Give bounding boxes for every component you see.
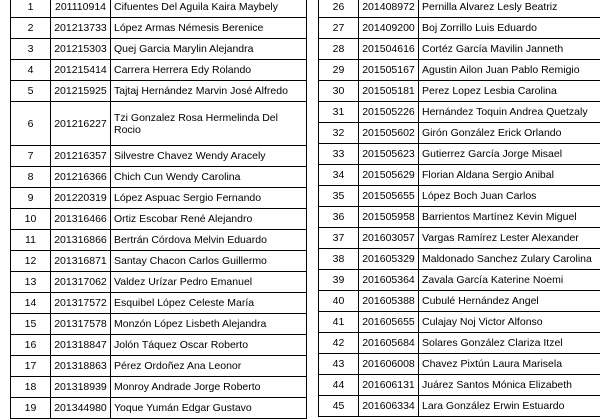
student-name-cell: López Aspuac Sergio Fernando bbox=[111, 188, 307, 209]
student-id-cell: 201216366 bbox=[51, 167, 111, 188]
row-number-cell: 36 bbox=[319, 207, 359, 228]
table-row bbox=[11, 335, 307, 356]
table-row bbox=[11, 398, 307, 419]
row-number-cell: 16 bbox=[11, 335, 51, 356]
table-row bbox=[319, 144, 600, 165]
student-id-cell: 201110914 bbox=[51, 0, 111, 18]
student-name-cell: Monroy Andrade Jorge Roberto bbox=[111, 377, 307, 398]
student-id-cell: 201317578 bbox=[51, 314, 111, 335]
student-table-left bbox=[10, 0, 307, 419]
student-name-cell: Vargas Ramírez Lester Alexander bbox=[419, 228, 600, 249]
row-number-cell: 26 bbox=[319, 0, 359, 18]
student-id-cell: 201216357 bbox=[51, 146, 111, 167]
table-row bbox=[319, 291, 600, 312]
student-id-cell: 201318939 bbox=[51, 377, 111, 398]
student-id-cell: 201505226 bbox=[359, 102, 419, 123]
student-id-cell: 201603057 bbox=[359, 228, 419, 249]
row-number-cell: 34 bbox=[319, 165, 359, 186]
table-row bbox=[319, 354, 600, 375]
row-number-cell: 4 bbox=[11, 60, 51, 81]
table-row bbox=[11, 251, 307, 272]
row-number-cell: 42 bbox=[319, 333, 359, 354]
table-row bbox=[319, 123, 600, 144]
student-id-cell: 201505629 bbox=[359, 165, 419, 186]
table-row bbox=[11, 293, 307, 314]
student-id-cell: 201220319 bbox=[51, 188, 111, 209]
table-row bbox=[319, 81, 600, 102]
table-row bbox=[11, 18, 307, 39]
student-name-cell: Juárez Santos Mónica Elizabeth bbox=[419, 375, 600, 396]
row-number-cell: 41 bbox=[319, 312, 359, 333]
student-name-cell: Florian Aldana Sergio Anibal bbox=[419, 165, 600, 186]
student-name-cell: Valdez Urízar Pedro Emanuel bbox=[111, 272, 307, 293]
row-number-cell: 40 bbox=[319, 291, 359, 312]
table-row bbox=[11, 60, 307, 81]
student-table-right bbox=[318, 0, 600, 417]
table-row bbox=[11, 146, 307, 167]
student-name-cell: Carrera Herrera Edy Rolando bbox=[111, 60, 307, 81]
row-number-cell: 18 bbox=[11, 377, 51, 398]
table-row bbox=[11, 102, 307, 146]
student-id-cell: 201606131 bbox=[359, 375, 419, 396]
table-row bbox=[319, 270, 600, 291]
table-row bbox=[11, 356, 307, 377]
student-id-cell: 201605684 bbox=[359, 333, 419, 354]
table-row bbox=[11, 167, 307, 188]
student-id-cell: 201317572 bbox=[51, 293, 111, 314]
row-number-cell: 12 bbox=[11, 251, 51, 272]
student-name-cell: Agustin Ailon Juan Pablo Remigio bbox=[419, 60, 600, 81]
student-id-cell: 201606008 bbox=[359, 354, 419, 375]
table-row bbox=[319, 102, 600, 123]
row-number-cell: 11 bbox=[11, 230, 51, 251]
row-number-cell: 15 bbox=[11, 314, 51, 335]
row-number-cell: 44 bbox=[319, 375, 359, 396]
student-id-cell: 201505602 bbox=[359, 123, 419, 144]
table-row bbox=[11, 188, 307, 209]
student-id-cell: 201409200 bbox=[359, 18, 419, 39]
student-name-cell: Cubulé Hernández Angel bbox=[419, 291, 600, 312]
student-name-cell: Cifuentes Del Aguila Kaira Maybely bbox=[111, 0, 307, 18]
student-table-left-body bbox=[11, 0, 307, 419]
student-name-cell: Tajtaj Hernández Marvin José Alfredo bbox=[111, 81, 307, 102]
table-row bbox=[319, 333, 600, 354]
student-name-cell: Quej Garcia Marylin Alejandra bbox=[111, 39, 307, 60]
student-id-cell: 201505181 bbox=[359, 81, 419, 102]
student-id-cell: 201605655 bbox=[359, 312, 419, 333]
student-name-cell: Jolón Táquez Oscar Roberto bbox=[111, 335, 307, 356]
student-name-cell: Ortiz Escobar René Alejandro bbox=[111, 209, 307, 230]
table-row bbox=[11, 314, 307, 335]
student-id-cell: 201605329 bbox=[359, 249, 419, 270]
student-name-cell: Perez Lopez Lesbia Carolina bbox=[419, 81, 600, 102]
student-id-cell: 201505958 bbox=[359, 207, 419, 228]
student-id-cell: 201213733 bbox=[51, 18, 111, 39]
table-row bbox=[319, 165, 600, 186]
student-table-right-body bbox=[319, 0, 600, 417]
table-row bbox=[319, 186, 600, 207]
row-number-cell: 1 bbox=[11, 0, 51, 18]
student-id-cell: 201215303 bbox=[51, 39, 111, 60]
table-row bbox=[11, 0, 307, 18]
student-name-cell: Tzi Gonzalez Rosa Hermelinda Del Rocio bbox=[111, 102, 307, 146]
row-number-cell: 2 bbox=[11, 18, 51, 39]
student-id-cell: 201504616 bbox=[359, 39, 419, 60]
table-row bbox=[319, 249, 600, 270]
student-id-cell: 201316866 bbox=[51, 230, 111, 251]
student-name-cell: Maldonado Sanchez Zulary Carolina bbox=[419, 249, 600, 270]
row-number-cell: 32 bbox=[319, 123, 359, 144]
table-row bbox=[319, 396, 600, 417]
table-row bbox=[319, 228, 600, 249]
table-row bbox=[319, 18, 600, 39]
row-number-cell: 38 bbox=[319, 249, 359, 270]
student-name-cell: Zavala García Katerine Noemi bbox=[419, 270, 600, 291]
student-name-cell: Chich Cun Wendy Carolina bbox=[111, 167, 307, 188]
student-name-cell: Hernández Toquin Andrea Quetzaly bbox=[419, 102, 600, 123]
student-name-cell: Solares González Clariza Itzel bbox=[419, 333, 600, 354]
student-id-cell: 201318847 bbox=[51, 335, 111, 356]
student-name-cell: Lara González Erwin Estuardo bbox=[419, 396, 600, 417]
student-id-cell: 201317062 bbox=[51, 272, 111, 293]
table-row bbox=[11, 39, 307, 60]
row-number-cell: 27 bbox=[319, 18, 359, 39]
student-id-cell: 201216227 bbox=[51, 102, 111, 146]
student-id-cell: 201408972 bbox=[359, 0, 419, 18]
row-number-cell: 5 bbox=[11, 81, 51, 102]
student-id-cell: 201318863 bbox=[51, 356, 111, 377]
table-row bbox=[11, 81, 307, 102]
student-name-cell: Pérez Ordoñez Ana Leonor bbox=[111, 356, 307, 377]
table-row bbox=[11, 377, 307, 398]
table-row bbox=[11, 272, 307, 293]
student-id-cell: 201605364 bbox=[359, 270, 419, 291]
row-number-cell: 35 bbox=[319, 186, 359, 207]
student-name-cell: Yoque Yumán Edgar Gustavo bbox=[111, 398, 307, 419]
row-number-cell: 39 bbox=[319, 270, 359, 291]
table-row bbox=[319, 39, 600, 60]
student-id-cell: 201344980 bbox=[51, 398, 111, 419]
row-number-cell: 14 bbox=[11, 293, 51, 314]
student-name-cell: López Boch Juan Carlos bbox=[419, 186, 600, 207]
student-id-cell: 201606334 bbox=[359, 396, 419, 417]
row-number-cell: 43 bbox=[319, 354, 359, 375]
row-number-cell: 29 bbox=[319, 60, 359, 81]
student-name-cell: López Armas Némesis Berenice bbox=[111, 18, 307, 39]
row-number-cell: 13 bbox=[11, 272, 51, 293]
student-name-cell: Boj Zorrillo Luis Eduardo bbox=[419, 18, 600, 39]
student-name-cell: Silvestre Chavez Wendy Aracely bbox=[111, 146, 307, 167]
row-number-cell: 9 bbox=[11, 188, 51, 209]
row-number-cell: 31 bbox=[319, 102, 359, 123]
row-number-cell: 10 bbox=[11, 209, 51, 230]
student-name-cell: Chavez Pixtún Laura Marisela bbox=[419, 354, 600, 375]
student-id-cell: 201215925 bbox=[51, 81, 111, 102]
row-number-cell: 19 bbox=[11, 398, 51, 419]
table-row bbox=[319, 207, 600, 228]
student-id-cell: 201605388 bbox=[359, 291, 419, 312]
student-name-cell: Pernilla Alvarez Lesly Beatriz bbox=[419, 0, 600, 18]
row-number-cell: 33 bbox=[319, 144, 359, 165]
row-number-cell: 8 bbox=[11, 167, 51, 188]
student-name-cell: Culajay Noj Victor Alfonso bbox=[419, 312, 600, 333]
table-row bbox=[319, 375, 600, 396]
table-row bbox=[319, 0, 600, 18]
row-number-cell: 45 bbox=[319, 396, 359, 417]
student-id-cell: 201505623 bbox=[359, 144, 419, 165]
row-number-cell: 7 bbox=[11, 146, 51, 167]
student-name-cell: Bertrán Córdova Melvin Eduardo bbox=[111, 230, 307, 251]
student-id-cell: 201215414 bbox=[51, 60, 111, 81]
student-id-cell: 201316871 bbox=[51, 251, 111, 272]
row-number-cell: 30 bbox=[319, 81, 359, 102]
row-number-cell: 37 bbox=[319, 228, 359, 249]
student-name-cell: Esquibel López Celeste María bbox=[111, 293, 307, 314]
student-name-cell: Santay Chacon Carlos Guillermo bbox=[111, 251, 307, 272]
student-name-cell: Gutierrez García Jorge Misael bbox=[419, 144, 600, 165]
row-number-cell: 3 bbox=[11, 39, 51, 60]
table-row bbox=[319, 312, 600, 333]
student-name-cell: Monzón López Lisbeth Alejandra bbox=[111, 314, 307, 335]
table-row bbox=[11, 230, 307, 251]
student-id-cell: 201316466 bbox=[51, 209, 111, 230]
student-id-cell: 201505655 bbox=[359, 186, 419, 207]
student-name-cell: Girón González Erick Orlando bbox=[419, 123, 600, 144]
student-name-cell: Cortéz García Mavilin Janneth bbox=[419, 39, 600, 60]
student-id-cell: 201505167 bbox=[359, 60, 419, 81]
student-name-cell: Barrientos Martínez Kevin Miguel bbox=[419, 207, 600, 228]
row-number-cell: 28 bbox=[319, 39, 359, 60]
table-row bbox=[11, 209, 307, 230]
table-row bbox=[319, 60, 600, 81]
row-number-cell: 6 bbox=[11, 102, 51, 146]
row-number-cell: 17 bbox=[11, 356, 51, 377]
